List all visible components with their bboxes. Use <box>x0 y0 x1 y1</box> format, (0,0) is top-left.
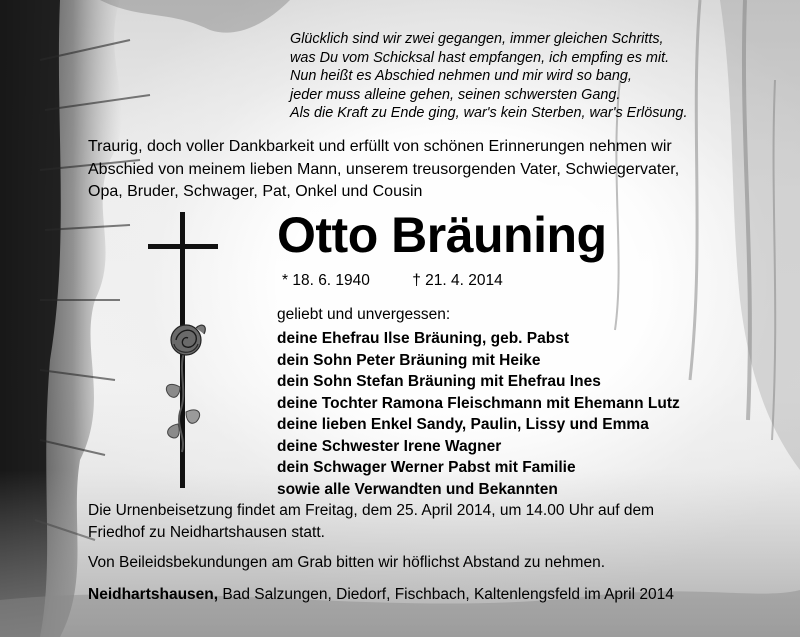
mourner-item: sowie alle Verwandten und Bekannten <box>277 480 558 498</box>
mourner-item: deine Schwester Irene Wagner <box>277 437 502 455</box>
mourners-lead: geliebt und unvergessen: <box>277 306 451 323</box>
condolence-request: Von Beileidsbekundungen am Grab bitten wir höflichst Abstand zu nehmen. <box>88 554 605 571</box>
main-place: Neidhartshausen, <box>88 586 219 603</box>
poem-line: Glücklich sind wir zwei gegangen, immer gleichen Schritts, <box>290 31 664 47</box>
funeral-info <box>88 500 788 544</box>
poem-line: Als die Kraft zu Ende ging, war's kein Sterben, war's Erlösung. <box>290 105 688 122</box>
mourner-item: dein Sohn Peter Bräuning mit Heike <box>277 351 541 369</box>
mourners-list <box>277 328 680 500</box>
poem-line: jeder muss alleine gehen, seinen schwersten Gang. <box>290 86 621 103</box>
cross-with-rose-icon <box>148 212 220 492</box>
mourner-item: dein Sohn Stefan Bräuning mit Ehefrau Ines <box>277 373 601 390</box>
death-date: † 21. 4. 2014 <box>412 272 503 289</box>
deceased-name: Otto Bräuning <box>277 207 607 263</box>
life-dates <box>282 272 503 290</box>
mourner-item: deine lieben Enkel Sandy, Paulin, Lissy und Emma <box>277 416 649 433</box>
poem-line: Nun heißt es Abschied nehmen und mir wird so bang, <box>290 68 632 85</box>
places-line <box>88 586 674 604</box>
poem-line: was Du vom Schicksal hast empfangen, ich empfing es mit. <box>290 49 670 66</box>
funeral-line: Die Urnenbeisetzung findet am Freitag, dem 25. April 2014, um 14.00 Uhr auf dem <box>88 502 655 519</box>
intro-text <box>88 136 788 204</box>
intro-line: Abschied von meinem lieben Mann, unserem treusorgenden Vater, Schwiegervater, <box>88 160 680 178</box>
intro-line: Traurig, doch voller Dankbarkeit und erfüllt von schönen Erinnerungen nehmen wir <box>88 138 672 155</box>
mourner-item: deine Ehefrau Ilse Bräuning, geb. Pabst <box>277 330 569 347</box>
funeral-line: Friedhof zu Neidhartshausen statt. <box>88 524 325 541</box>
intro-line: Opa, Bruder, Schwager, Pat, Onkel und Cousin <box>88 183 423 200</box>
other-places: Bad Salzungen, Diedorf, Fischbach, Kaltenlengsfeld im April 2014 <box>218 586 674 603</box>
mourner-item: deine Tochter Ramona Fleischmann mit Ehemann Lutz <box>277 394 680 412</box>
birth-date: * 18. 6. 1940 <box>282 272 370 289</box>
poem <box>290 30 790 123</box>
mourner-item: dein Schwager Werner Pabst mit Familie <box>277 459 576 476</box>
